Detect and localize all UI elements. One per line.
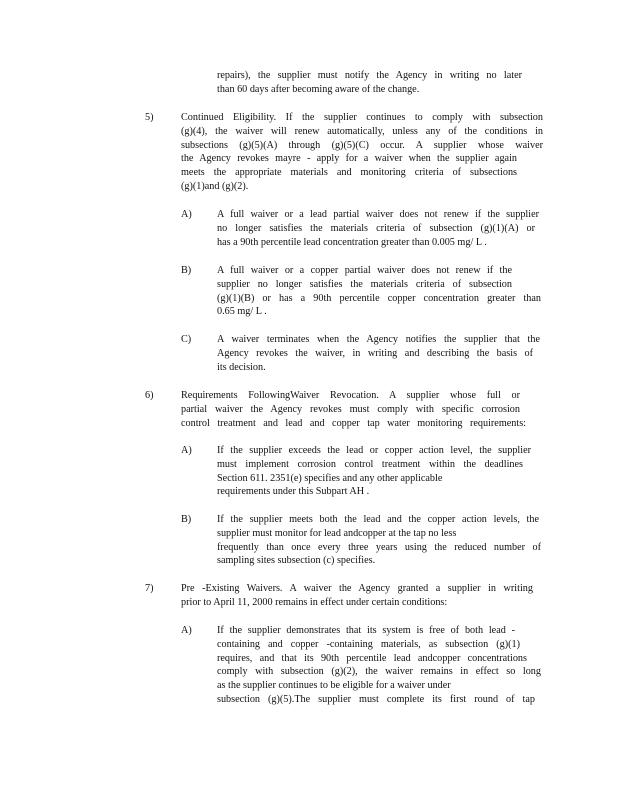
text-line: partial waiver the Agency revokes must comply with specific corrosion — [181, 403, 520, 415]
item-marker: 7) — [145, 583, 154, 594]
item-5a-paragraph — [217, 208, 539, 249]
text-line: control treatment and lead and copper tap water monitoring requirements: — [181, 417, 526, 429]
text-line: A full waiver or a lead partial waiver does not renew if the supplier — [217, 209, 539, 220]
text-line: meets the appropriate materials and monitoring criteria of subsections — [181, 167, 517, 179]
text-line: as the supplier continues to be eligible for a waiver under — [217, 680, 451, 692]
text-line: Continued Eligibility. If the supplier continues to comply with subsection — [181, 112, 543, 123]
text-line: supplier must monitor for lead andcopper at the tap no less — [217, 527, 457, 539]
item-marker: 6) — [145, 390, 154, 401]
text-line: A waiver terminates when the Agency notifies the supplier that the — [217, 334, 540, 345]
text-line: Agency revokes the waiver, in writing and describing the basis of — [217, 347, 533, 359]
subitem-marker: A) — [181, 625, 192, 636]
text-line: If the supplier meets both the lead and the copper action levels, the — [217, 514, 539, 525]
text-line: (g)(1)(B) or has a 90th percentile copper concentration greater than — [217, 292, 541, 304]
text-line: prior to April 11, 2000 remains in effect under certain conditions: — [181, 596, 448, 608]
subitem-marker: C) — [181, 334, 192, 345]
subitem-marker: A) — [181, 209, 192, 220]
item-6a-paragraph — [217, 444, 531, 499]
text-line: containing and copper -containing materials, as subsection (g)(1) — [217, 638, 520, 650]
text-line: has a 90th percentile lead concentration greater than 0.005 mg/ L . — [217, 236, 487, 248]
item-marker: 5) — [145, 112, 154, 123]
text-line: requirements under this Subpart AH . — [217, 486, 370, 498]
text-line: subsection (g)(5).The supplier must complete its first round of tap — [217, 693, 535, 705]
subitem-marker: B) — [181, 514, 192, 525]
item-7-paragraph — [181, 582, 533, 610]
item-7a-paragraph — [217, 624, 541, 707]
continuation-paragraph — [217, 69, 522, 97]
text-line: If the supplier exceeds the lead or copper action level, the supplier — [217, 445, 531, 456]
text-line: repairs), the supplier must notify the Agency in writing no later — [217, 70, 522, 81]
text-line: sampling sites subsection (c) specifies. — [217, 555, 376, 567]
subitem-marker: A) — [181, 445, 192, 456]
text-line: (g)(4), the waiver will renew automatically, unless any of the conditions in — [181, 125, 543, 137]
text-line: Pre -Existing Waivers. A waiver the Agency granted a supplier in writing — [181, 583, 533, 594]
text-line: 0.65 mg/ L . — [217, 306, 267, 318]
item-5-paragraph — [181, 111, 543, 194]
text-line: the Agency revokes mayre - apply for a waiver when the supplier again — [181, 153, 517, 165]
item-5b-paragraph — [217, 264, 541, 319]
text-line: requires, and that its 90th percentile lead andcopper concentrations — [217, 652, 527, 664]
text-line: supplier no longer satisfies the materials criteria of subsection — [217, 278, 512, 290]
text-line: (g)(1)and (g)(2). — [181, 180, 249, 192]
text-line: subsections (g)(5)(A) through (g)(5)(C) occur. A supplier whose waiver — [181, 139, 543, 151]
text-line: no longer satisfies the materials criteria of subsection (g)(1)(A) or — [217, 222, 535, 234]
subitem-marker: B) — [181, 265, 192, 276]
item-6b-paragraph — [217, 513, 541, 568]
text-line: Section 611. 2351(e) specifies and any other applicable — [217, 472, 443, 484]
text-line: If the supplier demonstrates that its system is free of both lead - — [217, 625, 515, 636]
text-line: A full waiver or a copper partial waiver does not renew if the — [217, 265, 512, 276]
item-5c-paragraph — [217, 333, 540, 374]
text-line: than 60 days after becoming aware of the change. — [217, 83, 420, 95]
text-line: comply with subsection (g)(2), the waiver remains in effect so long — [217, 666, 541, 678]
text-line: must implement corrosion control treatment within the deadlines — [217, 458, 523, 470]
text-line: frequently than once every three years using the reduced number of — [217, 541, 541, 553]
text-line: Requirements FollowingWaiver Revocation. A supplier whose full or — [181, 390, 520, 401]
text-line: its decision. — [217, 361, 266, 373]
item-6-paragraph — [181, 389, 526, 430]
